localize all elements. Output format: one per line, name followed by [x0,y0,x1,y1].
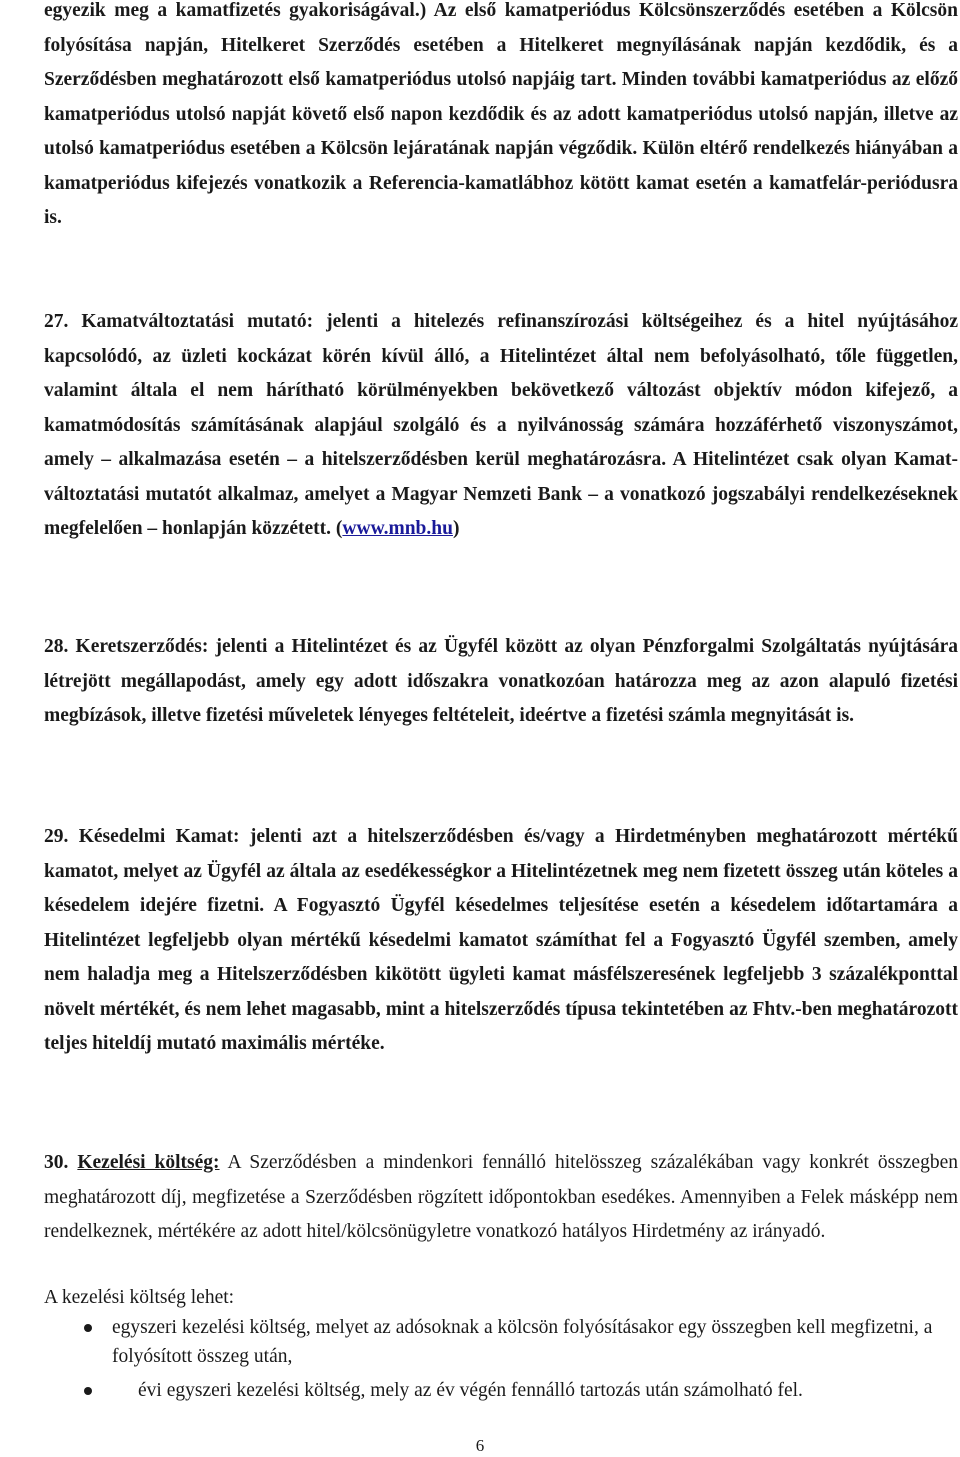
bullet-icon [84,1387,92,1395]
item-text: Kamatváltoztatási mutató: jelenti a hitelezés refinanszírozási költségeihez és a hitel nyújtásához kapcsolódó, az üzleti kockázat körén kívül álló, a Hitelintézet által nem befolyásolható, tőle független, valamint általa el nem hárítható körülményekben bekövetkező változást objektív módon kifejező, a kamatmódosítás számításának alapjául szolgáló és a nyilvánosság számára hozzáférhető viszonyszámot, amely – alkalmazása esetén – a hitelszerződésben kerül meghatározásra. A Hitelintézet csak olyan Kamat-változtatási mutatót alkalmaz, amelyet a Magyar Nemzeti Bank – a vonatkozó jogszabályi rendelkezéseknek megfelelően – honlapján közzétett. ( [44,311,958,539]
list-item-text: egyszeri kezelési költség, melyet az adósoknak a kölcsön folyósításakor egy összegben kell megfizetni, a folyósított összeg után, [112,1317,933,1367]
definition-30 [44,1146,958,1250]
item-term: Kezelési költség: [77,1152,220,1173]
item-text: Keretszerződés: jelenti a Hitelintézet és az Ügyfél között az olyan Pénzforgalmi Szolgáltatás nyújtására létrejött megállapodást, amely egy adott időszakra vonatkozóan határozza meg az azon alapuló fizetési megbízások, illetve fizetési műveletek lényeges feltételeit, ideértve a fizetési számla megnyitását is. [44,636,959,726]
item-text: Késedelmi Kamat: jelenti azt a hitelszerződésben és/vagy a Hirdetményben meghatározott mértékű kamatot, melyet az Ügyfél az általa az esedékességkor a Hitelintézetnek meg nem fizetett összeg után köteles a késedelem idejére fizetni. A Fogyasztó Ügyfél késedelmes teljesítése esetén a késedelem időtartamára a Hitelintézet legfeljebb olyan mértékű késedelmi kamatot számíthat fel a Fogyasztó Ügyfél szemben, amely nem haladja meg a Hitelszerződésben kikötött ügyleti kamat másfélszeresének legfeljebb 3 százalékponttal növelt mértékét, és nem lehet magasabb, mint a hitelszerződés típusa tekintetében az Fhtv.-ben meghatározott teljes hiteldíj mutató maximális mértéke. [44,826,958,1054]
definition-29 [44,820,958,1062]
item-text: A Szerződésben a mindenkori fennálló hitelösszeg százalékában vagy konkrét összegben meghatározott díj, megfizetése a Szerződésben rögzített időpontokban esedékes. Amennyiben a Felek másképp nem rendelkeznek, mértékére az adott hitel/kölcsönügyletre vonatkozó hatályos Hirdetmény az irányadó. [44,1152,958,1242]
mnb-link[interactable]: www.mnb.hu [342,518,453,539]
item-number: 30. [44,1152,69,1173]
item-number: 29. [44,826,69,847]
list-item [44,1313,958,1371]
bullet-icon [84,1324,92,1332]
fee-types-list [44,1313,958,1410]
subheading: A kezelési költség lehet: [44,1287,235,1308]
item-number: 27. [44,311,69,332]
item-number: 28. [44,636,69,657]
item-tail: ) [452,518,460,539]
definition-28 [44,630,958,734]
list-item [44,1376,958,1405]
intro-paragraph: egyezik meg a kamatfizetés gyakoriságával.) Az első kamatperiódus Kölcsönszerződés esetében a Kölcsön folyósítása napján, Hitelkeret Szerződés esetében a Hitelkeret megnyílásának napján kezdődik, és a Szerződésben meghatározott első kamatperiódus utolsó napjáig tart. Minden további kamatperiódus az előző kamatperiódus utolsó napját követő első napon kezdődik és az adott kamatperiódus utolsó napján, illetve az utolsó kamatperiódus esetében a Kölcsön lejáratának napján végződik. Külön eltérő rendelkezés hiányában a kamatperiódus kifejezés vonatkozik a Referencia-kamatlábhoz kötött kamat esetén a kamatfelár-periódusra is. [44,0,958,228]
list-item-text: évi egyszeri kezelési költség, mely az év végén fennálló tartozás után számolható fel. [138,1380,803,1401]
page-number: 6 [475,1436,485,1455]
definition-27 [44,305,958,547]
